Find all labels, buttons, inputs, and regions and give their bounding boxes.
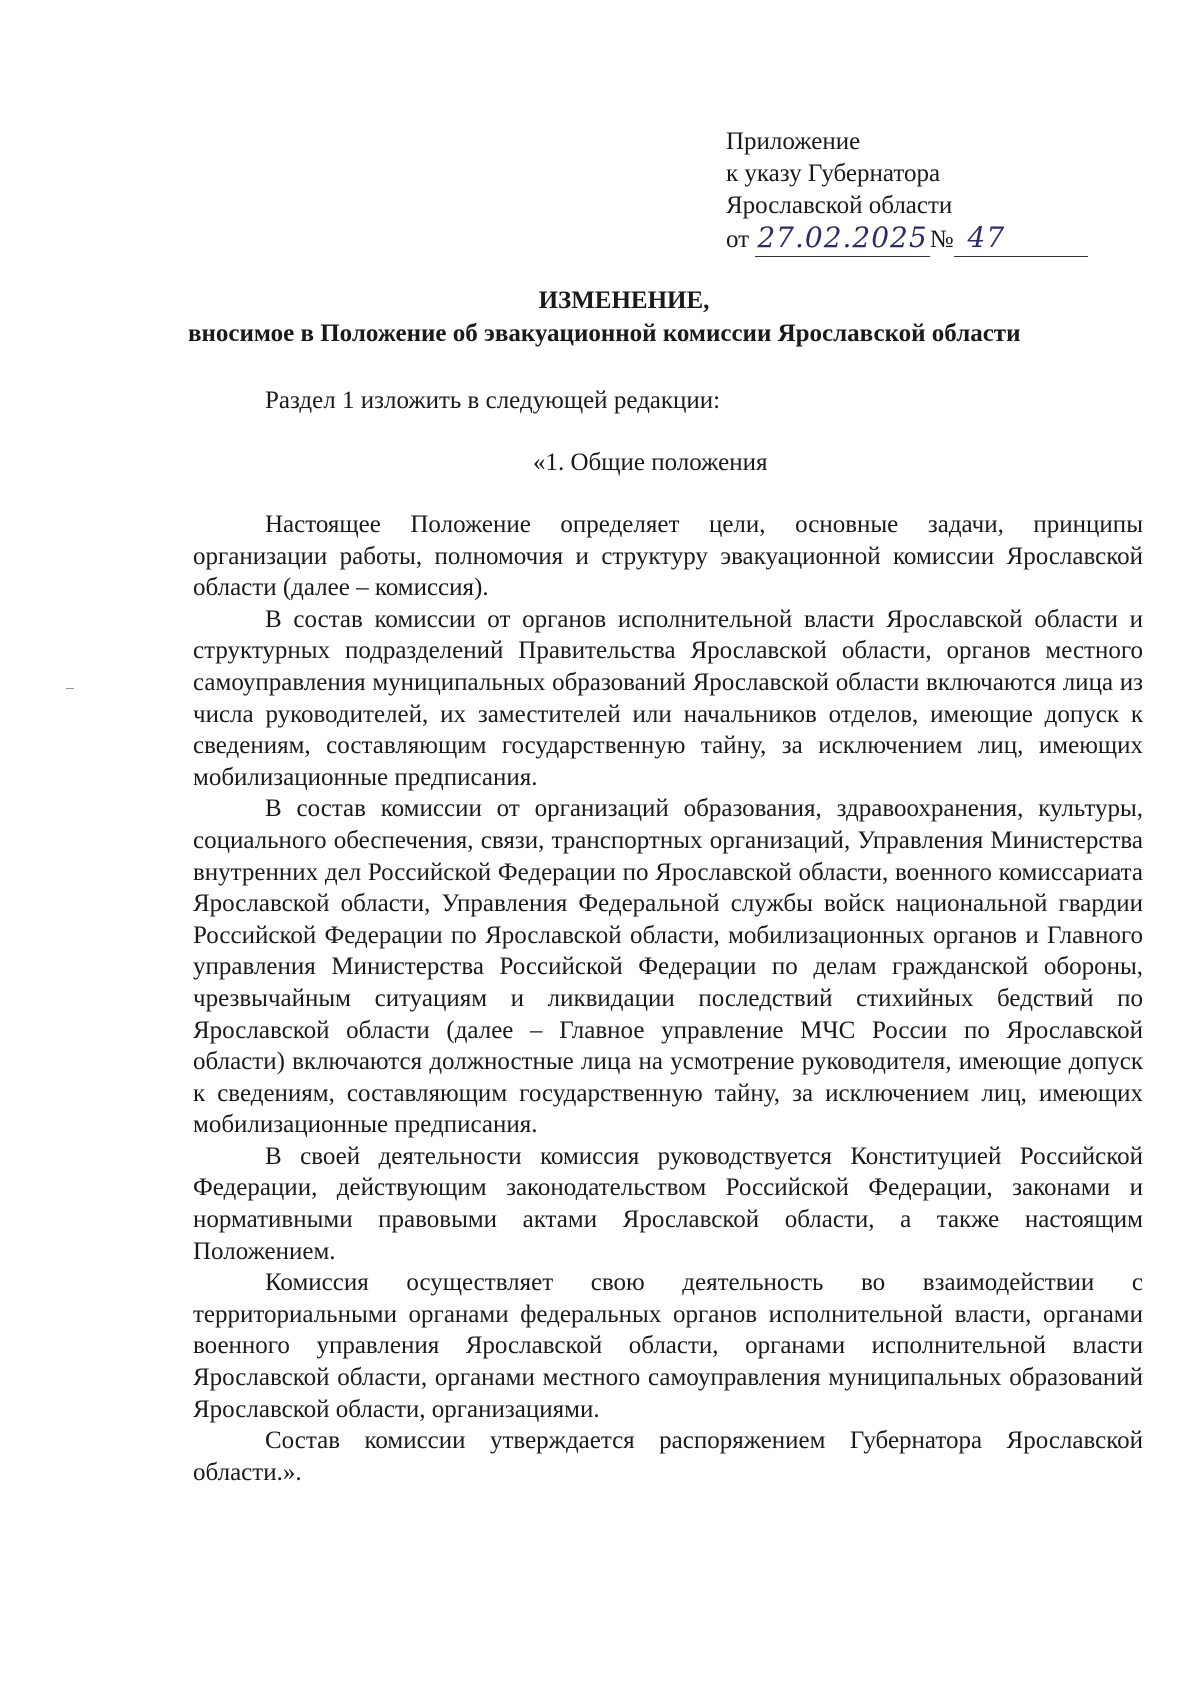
document-subtitle: вносимое в Положение об эвакуационной комиссии Ярославской области — [188, 320, 1021, 347]
number-prefix: № — [929, 226, 954, 253]
appendix-line-3: Ярославской области — [726, 192, 953, 219]
paragraph-1: Настоящее Положение определяет цели, основные задачи, принципы организации работы, полномочия и структуру эвакуационной комиссии Ярославской области (далее – комиссия). — [193, 511, 1143, 602]
appendix-block — [726, 126, 1088, 257]
handwritten-date: 27.02.2025 — [757, 221, 928, 254]
paragraph-2: В состав комиссии от органов исполнительной власти Ярославской области и структурных подразделений Правительства Ярославской области, органов местного самоуправления муниципальных образований Ярославской области включаются лица из числа руководителей, их заместителей или начальников отделов, имеющие допуск к сведениям, составляющим государственную тайну, за исключением лиц, имеющих мобилизационные предписания. — [193, 605, 1143, 791]
handwritten-number: 47 — [967, 221, 1006, 254]
paragraph-5: Комиссия осуществляет свою деятельность во взаимодействии с территориальными органами федеральных органов исполнительной власти, органами военного управления Ярославской области, органами исполнительной власти Ярославской области, органами местного самоуправления муниципальных образований Ярославской области, организациями. — [193, 1269, 1143, 1423]
paragraph-4: В своей деятельности комиссия руководствуется Конституцией Российской Федерации, действующим законодательством Российской Федерации, законами и нормативными правовыми актами Ярославской области, а также настоящим Положением. — [193, 1142, 1143, 1265]
date-prefix: от — [726, 226, 750, 253]
document-title: ИЗМЕНЕНИЕ, — [538, 287, 710, 314]
appendix-date-line — [726, 222, 1088, 257]
paragraph-6: Состав комиссии утверждается распоряжением Губернатора Ярославской области.». — [193, 1427, 1143, 1486]
section-title: «1. Общие положения — [533, 449, 768, 476]
date-underline — [755, 222, 929, 257]
appendix-line-2: к указу Губернатора — [726, 160, 941, 187]
number-underline — [954, 222, 1088, 257]
appendix-line-1: Приложение — [726, 128, 861, 155]
intro-text: Раздел 1 изложить в следующей редакции: — [265, 387, 721, 414]
paragraph-3: В состав комиссии от организаций образования, здравоохранения, культуры, социального обеспечения, связи, транспортных организаций, Управления Министерства внутренних дел Российской Федерации по Ярославской области, военного комиссариата Ярославской области, Управления Федеральной службы войск национальной гвардии Российской Федерации по Ярославской области, мобилизационных органов и Главного управления Министерства Российской Федерации по делам гражданской обороны, чрезвычайным ситуациям и ликвидации последствий стихийных бедствий по Ярославской области (далее – Главное управление МЧС России по Ярославской области) включаются должностные лица на усмотрение руководителя, имеющие допуск к сведениям, составляющим государственную тайну, за исключением лиц, имеющих мобилизационные предписания. — [193, 795, 1143, 1139]
scan-margin-mark — [66, 688, 74, 689]
body-text — [193, 509, 1143, 1488]
